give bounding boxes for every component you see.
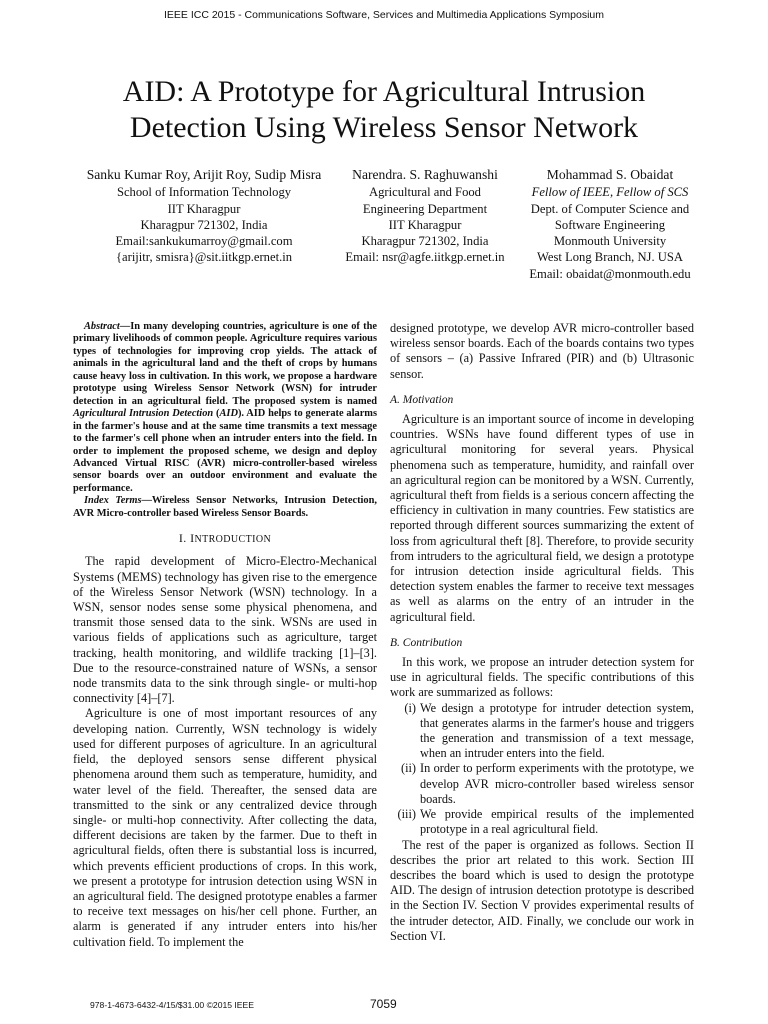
contribution-paragraph: In this work, we propose an intruder detection system for use in agricultural fields. The specific contributions of this work are summarized as follows: — [390, 655, 694, 700]
contribution-list-item — [390, 807, 694, 837]
page-number: 7059 — [370, 997, 397, 1011]
copyright-footer: 978-1-4673-6432-4/15/$31.00 ©2015 IEEE — [90, 1000, 255, 1010]
affiliation-line: Monmouth University — [553, 234, 667, 249]
affiliation-line: West Long Branch, NJ. USA — [537, 250, 683, 265]
title-line-2: Detection Using Wireless Sensor Network — [129, 111, 639, 144]
section-heading-introduction: I. INTRODUCTION — [178, 531, 272, 546]
title-line-1: AID: A Prototype for Agricultural Intrusion — [122, 75, 646, 108]
subsection-heading-contribution: B. Contribution — [390, 636, 463, 649]
index-terms-heading: Index Terms — [84, 495, 142, 507]
author-group-2 — [335, 167, 515, 266]
author-names: Narendra. S. Raghuwanshi — [352, 167, 498, 182]
paper-title — [40, 74, 728, 146]
organization-paragraph: The rest of the paper is organized as follows. Section II describes the prior art related to this work. Section III describes the board which is used to design the prototype AID. The design of intrusion detection prototype is described in the Section IV. Section V provides experimental results of the intruder detector, AID. Finally, we conclude our work in Section VI. — [390, 837, 694, 943]
affiliation-line: Kharagpur 721302, India — [140, 217, 268, 232]
intro-paragraph-1: The rapid development of Micro-Electro-Mechanical Systems (MEMS) technology has given rise to the emergence of the Wireless Sensor Network (WSN) technology. In a WSN, sensor nodes sense some physical phenomena, and transmit those sensed data to the sink. WSNs are used in various fields of applications such as agriculture, target tracking, health monitoring, and wildlife tracking [1]–[3]. Due to the resource-constrained nature of WSNs, a sensor node transmits data to the sink through single- or multi-hop connectivity [4]–[7]. — [73, 554, 377, 706]
affiliation-line: Dept. of Computer Science and — [530, 201, 690, 216]
contribution-list-item — [390, 701, 694, 762]
author-email: Email:sankukumarroy@gmail.com — [115, 234, 293, 249]
author-names: Sanku Kumar Roy, Arijit Roy, Sudip Misra — [86, 167, 322, 182]
right-column — [390, 321, 694, 944]
abstract-heading: Abstract — [84, 321, 120, 332]
conference-header: IEEE ICC 2015 - Communications Software, Services and Multimedia Applications Symposium — [163, 9, 605, 21]
affiliation-line: IIT Kharagpur — [167, 201, 241, 216]
author-email: Email: obaidat@monmouth.edu — [529, 266, 691, 281]
author-group-3 — [508, 167, 712, 282]
affiliation-line: School of Information Technology — [116, 185, 292, 200]
list-label: (ii) — [400, 761, 416, 776]
author-email: Email: nsr@agfe.iitkgp.ernet.in — [345, 250, 505, 265]
affiliation-line: Engineering Department — [362, 201, 488, 216]
motivation-paragraph: Agriculture is an important source of income in developing countries. WSNs have found different types of use in agricultural monitoring for several years. Physical phenomena such as temperature, humidity, and rainfall over an agricultural region can be monitored by a WSN. Currently, agricultural theft from fields is a serious concern affecting the efficiency in cultivation in many countries. Few statistics are reported through different sources summarizing the extent of loss from agricultural theft [8]. Therefore, to provide security from intruders to the agricultural field, we design a prototype for intrusion detection inside agricultural fields. This detection system enables the farmer to receive text messages as well as alarms on the entry of an intruder in the agricultural field. — [390, 412, 695, 624]
affiliation-line: IIT Kharagpur — [388, 217, 462, 232]
index-terms: Index Terms—Wireless Sensor Networks, Intrusion Detection, AVR Micro-controller based Wireless Sensor Boards. — [73, 495, 377, 519]
list-label: (iii) — [397, 807, 416, 822]
list-label: (i) — [404, 700, 416, 715]
subsection-heading-motivation: A. Motivation — [390, 393, 454, 406]
intro-paragraph-2: Agriculture is one of most important resources of any developing nation. Currently, WSN technology is widely used for different purposes of agriculture. In an agricultural field, the deployed sensors sense different physical phenomena around them such as temperature, humidity, and water level of the field. Thereafter, the sensed data are transmitted to the sink or any centralized device through single- or multi-hop connectivity. After collecting the data, different decisions are taken by the farmer. Due to theft in agricultural fields, often there is substantial loss is incurred, which prevents efficient productions of crops. In this work, we present a prototype for intrusion detection using WSN in an agricultural field. The designed prototype enables a farmer to receive text messages on his/her cell phone. Further, an alarm is generated if any intruder enters into his/her cultivation field. To implement the — [73, 706, 377, 949]
affiliation-line: Agricultural and Food — [369, 185, 481, 200]
intro-paragraph-2-continued: designed prototype, we develop AVR micro-controller based wireless sensor boards. Each of the boards contains two types of sensors – (a) Passive Infrared (PIR) and (b) Ultrasonic sensor. — [390, 321, 694, 381]
list-text: We design a prototype for intruder detection system, that generates alarms in the farmer's house and triggers the generation and transmission of a text message, when an intruder enters into the field. — [420, 700, 694, 761]
list-text: In order to perform experiments with the prototype, we develop AVR micro-controller based wireless sensor boards. — [420, 761, 694, 806]
affiliation-line: Software Engineering — [554, 217, 666, 232]
affiliation-line: Kharagpur 721302, India — [361, 234, 489, 249]
abstract: Abstract—In many developing countries, agriculture is one of the primary livelihoods of common people. Agriculture requires various types of technologies for improving crop yields. The attack of animals in the agricultural land and the theft of crops by humans cause heavy loss in cultivation. In this work, we propose a hardware prototype using Wireless Sensor Network (WSN) for intruder detection in an agricultural field. The proposed system is named Agricultural Intrusion Detection (AID). AID helps to generate alarms in the farmer's house and at the same time transmits a text message to the farmer's cell phone when an intruder enters into the field. In order to implement the proposed scheme, we design and deploy Advanced Virtual RISC (AVR) micro-controller-based wireless sensor boards over an outdoor environment and evaluate the performance. — [73, 321, 378, 494]
author-names: Mohammad S. Obaidat — [546, 167, 674, 182]
list-text: We provide empirical results of the implemented prototype in a real agricultural field. — [420, 807, 694, 837]
contribution-list-item — [390, 761, 694, 807]
system-name: Agricultural Intrusion Detection — [73, 408, 214, 420]
author-email: {arijitr, smisra}@sit.iitkgp.ernet.in — [115, 250, 293, 265]
fellowship-line: Fellow of IEEE, Fellow of SCS — [531, 185, 689, 200]
left-column — [73, 321, 377, 950]
author-block — [0, 167, 768, 282]
author-group-1 — [65, 167, 343, 266]
